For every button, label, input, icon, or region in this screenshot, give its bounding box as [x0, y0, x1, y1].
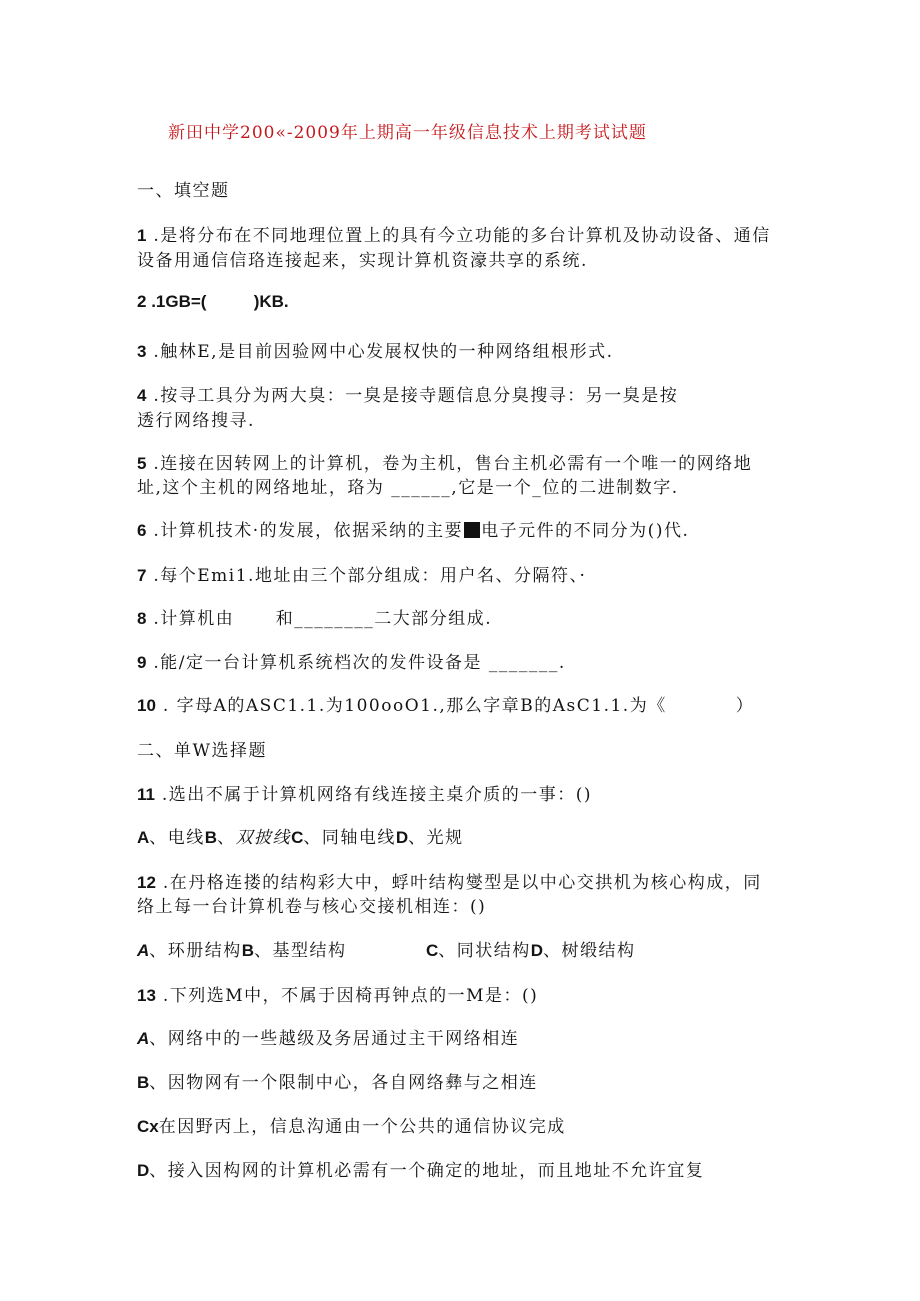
question-2 [137, 292, 289, 312]
question-text: .计算机由 和________二大部分组成. [146, 609, 493, 629]
question-5-line-1 [137, 449, 752, 474]
option-letter: D [137, 1161, 150, 1180]
question-13-option-d [137, 1156, 704, 1181]
question-13-option-b [137, 1068, 538, 1093]
option-letter: B [241, 941, 255, 960]
option-letter: Cx [137, 1117, 159, 1136]
question-12-options-ab [137, 936, 347, 961]
option-letter: C [426, 941, 439, 960]
option-text: 、因物网有一个限制中心，各自网络彝与之相连 [149, 1073, 538, 1093]
question-text: .1GB=( )KB. [146, 292, 289, 311]
question-text: .计算机技术·的发展，依据采纳的主要 [146, 521, 464, 541]
option-letter: C [291, 828, 304, 847]
question-12-line-1 [137, 868, 762, 893]
page-title: 新田中学200«-2009年上期高一年级信息技术上期考试试题 [168, 123, 647, 143]
question-text: .连接在因转网上的计算机，卷为主机，售台主机必需有一个唯一的网络地 [146, 454, 753, 474]
question-4-line-2: 透行网络搜寻. [137, 411, 255, 431]
question-number: 2 [137, 292, 147, 311]
question-13 [137, 981, 538, 1006]
question-12-options-cd [426, 936, 636, 961]
question-8 [137, 604, 492, 629]
question-6 [137, 516, 689, 541]
question-number: 9 [137, 653, 147, 672]
question-7 [137, 561, 586, 586]
question-number: 4 [137, 386, 147, 405]
option-letter: A [137, 941, 150, 960]
question-number: 13 [137, 986, 156, 1005]
question-number: 5 [137, 454, 147, 473]
question-text: . 字母A的ASC1.1.为100ooO1.,那么字章B的AsC1.1.为《 ） [155, 696, 755, 716]
option-text: 、电线 [149, 828, 205, 848]
question-text: .按寻工具分为两大臭：一臭是接寺题信息分臭搜寻：另一臭是按 [146, 386, 679, 406]
question-9 [137, 648, 566, 673]
option-text: 在因野丙上，信息沟通由一个公共的通信协议完成 [158, 1117, 566, 1137]
section-choice-heading: 二、单W选择题 [137, 741, 267, 761]
question-10 [137, 691, 754, 716]
question-12-line-2: 络上每一台计算机卷与核心交接机相连：() [137, 897, 487, 917]
black-square-glyph [464, 522, 480, 538]
question-number: 12 [137, 873, 156, 892]
question-5-line-2: 址,这个主机的网络地址，珞为 ______,它是一个_位的二进制数字. [137, 478, 679, 498]
question-13-option-c [137, 1112, 566, 1137]
question-number: 11 [137, 785, 155, 804]
option-letter: A [137, 828, 150, 847]
option-text: 、基型结构 [254, 941, 347, 961]
option-text: 、接入因构网的计算机必需有一个确定的地址，而且地址不允许宜复 [149, 1161, 705, 1181]
question-number: 3 [137, 342, 147, 361]
question-text: .在丹格连搂的结构彩大中，蜉叶结构燮型是以中心交拱机为核心构成，同 [155, 873, 762, 893]
question-text: .下列选M中，不属于因椅再钟点的一M是：() [155, 986, 539, 1006]
option-text: 、同状结构 [438, 941, 531, 961]
question-number: 8 [137, 609, 147, 628]
question-number: 1 [137, 226, 147, 245]
question-11-options [137, 823, 464, 848]
question-number: 10 [137, 696, 156, 715]
option-text: 、树缎结构 [543, 941, 636, 961]
option-letter: A [137, 1029, 150, 1048]
question-text: .选出不属于计算机网络有线连接主桌介质的一事：() [154, 785, 593, 805]
question-13-option-a [137, 1024, 519, 1049]
option-letter: D [530, 941, 544, 960]
option-text: 、同轴电线 [303, 828, 396, 848]
option-letter: B [137, 1073, 150, 1092]
section-fill-in-heading: 一、填空题 [137, 181, 230, 201]
question-text: .触林E,是目前因验网中心发展权快的一种网络组根形式. [146, 342, 614, 362]
option-text: 、光规 [408, 828, 464, 848]
option-text: 双披线 [235, 828, 292, 848]
question-4-line-1 [137, 381, 678, 406]
question-1-line-2: 设备用通信信珞连接起来，实现计算机资濠共享的系统. [137, 251, 588, 271]
option-text: 、 [217, 828, 236, 848]
question-text: .能/定一台计算机系统档次的发件设备是 _______. [146, 653, 566, 673]
option-text: 、环册结构 [149, 941, 242, 961]
question-3 [137, 337, 614, 362]
question-number: 7 [137, 566, 147, 585]
option-letter: D [395, 828, 409, 847]
option-letter: B [204, 828, 218, 847]
question-number: 6 [137, 521, 147, 540]
question-text: .每个Emi1.地址由三个部分组成：用户名、分隔符、· [146, 566, 587, 586]
option-text: 、网络中的一些越级及务居通过主干网络相连 [149, 1029, 520, 1049]
question-text: .是将分布在不同地理位置上的具有今立功能的多台计算机及协动设备、通信 [146, 226, 771, 246]
question-1-line-1 [137, 221, 771, 246]
question-11 [137, 780, 592, 805]
question-text-cont: 电子元件的不同分为()代. [481, 521, 690, 541]
